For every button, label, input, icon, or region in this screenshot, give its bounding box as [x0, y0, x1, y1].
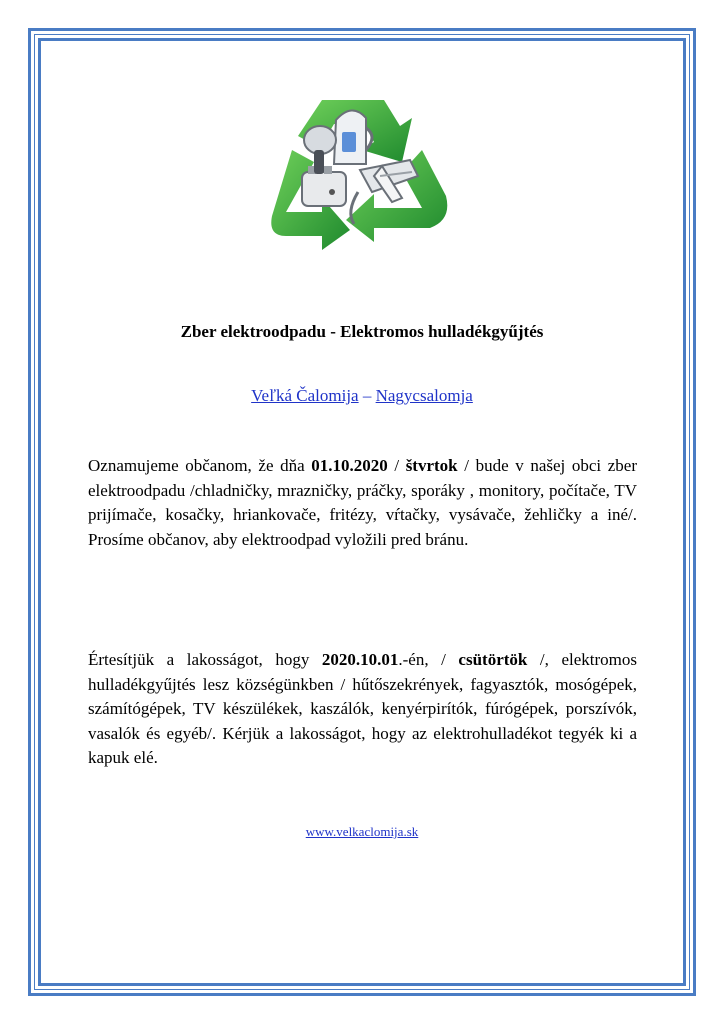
notice-hu-date: 2020.10.01 [321, 650, 399, 669]
notice-hu-day: csütörtök [458, 650, 528, 669]
notice-sk-text-2: / [387, 456, 406, 475]
notice-hu-text-1: Értesítjük a lakosságot, hogy [88, 650, 322, 669]
notice-sk-text-3: / bude v našej obci zber elektroodpadu /chladničky, mrazničky, práčky, sporáky , monitory, počítače, TV prijímače, kosačky, hriankovače, fritézy, vŕtačky, vysávače, žehličky a iné/. Prosíme občanov, aby elektroodpad vyložili pred bránu. [88, 456, 637, 549]
notice-paragraph-hu [88, 648, 637, 771]
notice-hu-text-3: /, elektromos hulladékgyűjtés lesz községünkben / hűtőszekrények, fagyasztók, mosógépek, számítógépek, TV készülékek, kaszálók, kenyérpirítók, fúrógépek, porszívók, vasalók és egyéb/. Kérjük a lakosságot, hogy az elektrohulladékot tegyék ki a kapuk elé. [88, 650, 637, 767]
notice-paragraph-sk [88, 454, 637, 552]
notice-hu-text-2: .-én, / [398, 650, 459, 669]
notice-sk-day: štvrtok [405, 456, 458, 475]
notice-sk-date: 01.10.2020 [311, 456, 388, 475]
recycle-appliances-icon [262, 80, 450, 250]
village-link-sk[interactable]: Veľká Čalomija [251, 386, 359, 405]
website-footer [0, 824, 724, 840]
village-separator: – [362, 386, 372, 405]
notice-sk-text-1: Oznamujeme občanom, že dňa [88, 456, 312, 475]
website-link[interactable]: www.velkaclomija.sk [305, 824, 419, 839]
village-link-hu[interactable]: Nagycsalomja [375, 386, 473, 405]
page-title: Zber elektroodpadu - Elektromos hulladékgyűjtés [180, 322, 544, 341]
village-names [0, 386, 724, 406]
